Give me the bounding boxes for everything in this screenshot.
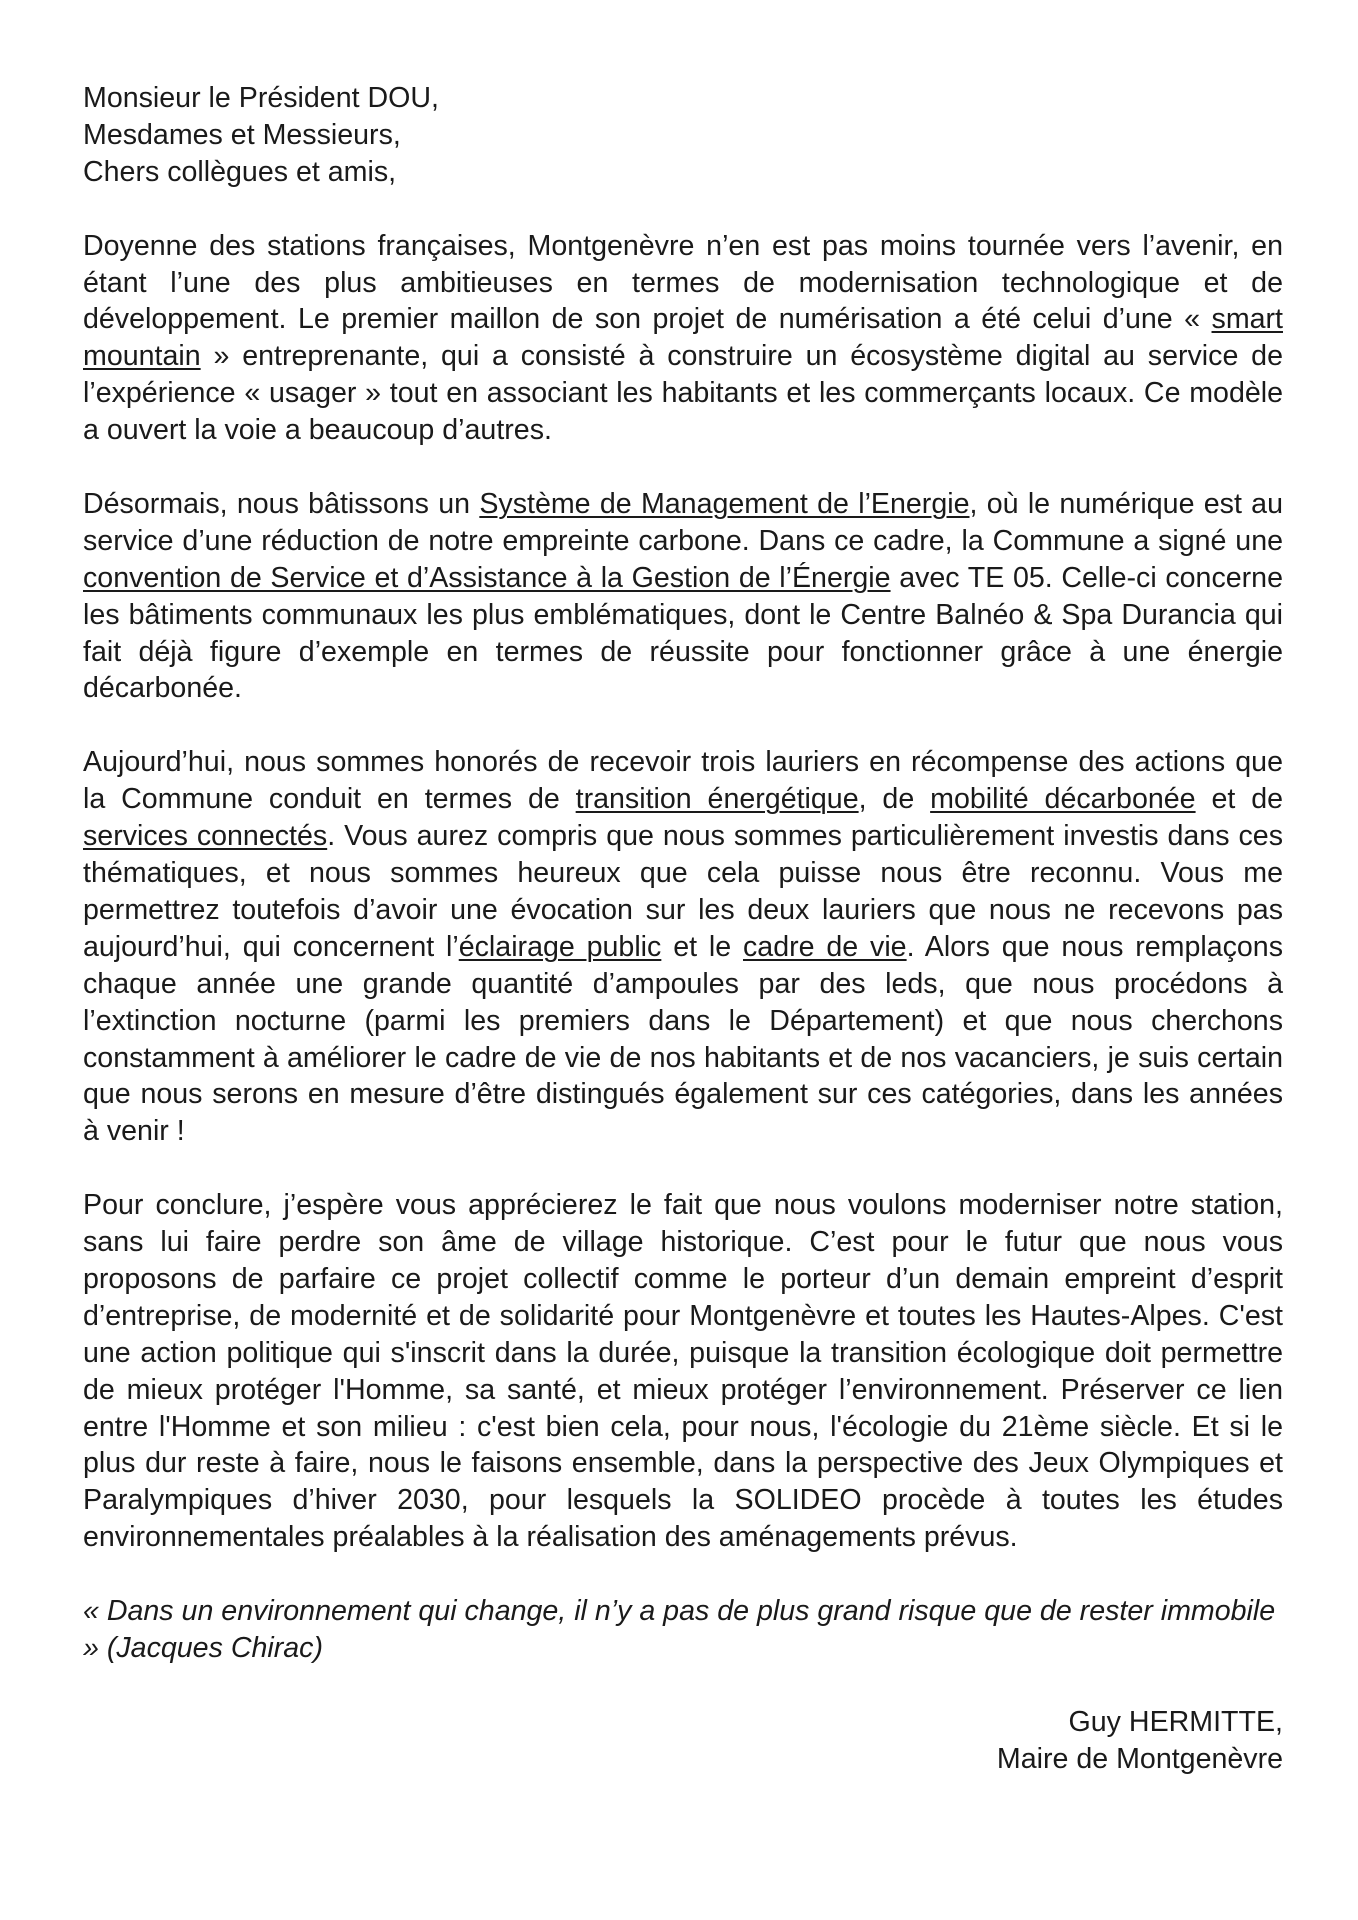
salutation-line: Monsieur le Président DOU,: [83, 82, 439, 114]
text-segment: » entreprenante, qui a consisté à construire un écosystème digital au service de l’expérience « usager » tout en associant les habitants et les commerçants locaux. Ce modèle a ouvert la voie a beaucoup d’autres.: [83, 340, 1283, 447]
body-paragraph: [83, 744, 1283, 1150]
body-paragraph: [83, 1187, 1283, 1556]
letter-page: [83, 80, 1283, 1778]
signatory-title: Maire de Montgenèvre: [996, 1742, 1283, 1775]
closing-quote: « Dans un environnement qui change, il n’y a pas de plus grand risque que de rester immobile » (Jacques Chirac): [83, 1595, 1276, 1664]
body-paragraph: [83, 228, 1283, 449]
underlined-phrase: smart mountain: [83, 303, 1283, 373]
text-segment: . Vous aurez compris que nous sommes particulièrement investis dans ces thématiques, et nous sommes heureux que cela puisse nous être reconnu. Vous me permettrez toutefois d’avoir une évocation sur les deux lauriers que nous ne recevons pas aujourd’hui, qui concernent l’: [83, 820, 1283, 963]
salutation-line: Chers collègues et amis,: [83, 155, 397, 188]
text-segment: avec TE 05. Celle-ci concerne les bâtiments communaux les plus emblématiques, dont le Centre Balnéo & Spa Durancia qui fait déjà figure d’exemple en termes de réussite pour fonctionner grâce à une énergie décarbonée.: [83, 561, 1283, 705]
underlined-phrase: Système de Management de l’Energie: [479, 487, 970, 520]
text-segment: Doyenne des stations françaises, Montgenèvre n’en est pas moins tournée vers l’avenir, en étant l’une des plus ambitieuses en termes de modernisation technologique et de développement. Le premier maillon de son projet de numérisation a été celui d’une «: [83, 229, 1283, 336]
letter-body: [83, 228, 1283, 1557]
text-segment: Désormais, nous bâtissons un: [83, 487, 480, 520]
salutation-block: [83, 80, 1283, 191]
text-segment: . Alors que nous remplaçons chaque année une grande quantité d’ampoules par des leds, que nous procédons à l’extinction nocturne (parmi les premiers dans le Département) et que nous cherchons constamment à améliorer le cadre de vie de nos habitants et de nos vacanciers, je suis certain que nous serons en mesure d’être distingués également sur ces catégories, dans les années à venir !: [83, 930, 1284, 1148]
underlined-phrase: convention de Service et d’Assistance à la Gestion de l’Énergie: [83, 561, 891, 594]
underlined-phrase: transition énergétique: [575, 783, 859, 816]
text-segment: , de: [858, 783, 931, 816]
underlined-phrase: mobilité décarbonée: [930, 783, 1196, 816]
body-paragraph: [83, 486, 1283, 707]
salutation-line: Mesdames et Messieurs,: [83, 118, 401, 151]
underlined-phrase: cadre de vie: [743, 930, 907, 963]
text-segment: Aujourd’hui, nous sommes honorés de recevoir trois lauriers en récompense des actions que la Commune conduit en termes de: [83, 746, 1283, 816]
signatory-name: Guy HERMITTE,: [1068, 1705, 1283, 1738]
text-segment: et le: [661, 930, 743, 963]
text-segment: Pour conclure, j’espère vous apprécierez le fait que nous voulons moderniser notre station, sans lui faire perdre son âme de village historique. C’est pour le futur que nous vous proposons de parfaire ce projet collectif comme le porteur d’un demain empreint d’esprit d’entreprise, de modernité et de solidarité pour Montgenèvre et toutes les Hautes-Alpes. C'est une action politique qui s'inscrit dans la durée, puisque la transition écologique doit permettre de mieux protéger l'Homme, sa santé, et mieux protéger l’environnement. Préserver ce lien entre l'Homme et son milieu : c'est bien cela, pour nous, l'écologie du 21ème siècle. Et si le plus dur reste à faire, nous le faisons ensemble, dans la perspective des Jeux Olympiques et Paralympiques d’hiver 2030, pour lesquels la SOLIDEO procède à toutes les études environnementales préalables à la réalisation des aménagements prévus.: [83, 1189, 1283, 1554]
text-segment: et de: [1195, 783, 1283, 816]
underlined-phrase: services connectés: [83, 820, 328, 853]
signature-block: [83, 1704, 1283, 1778]
text-segment: , où le numérique est au service d’une réduction de notre empreinte carbone. Dans ce cadre, la Commune a signé une: [83, 487, 1283, 557]
underlined-phrase: éclairage public: [458, 930, 662, 963]
